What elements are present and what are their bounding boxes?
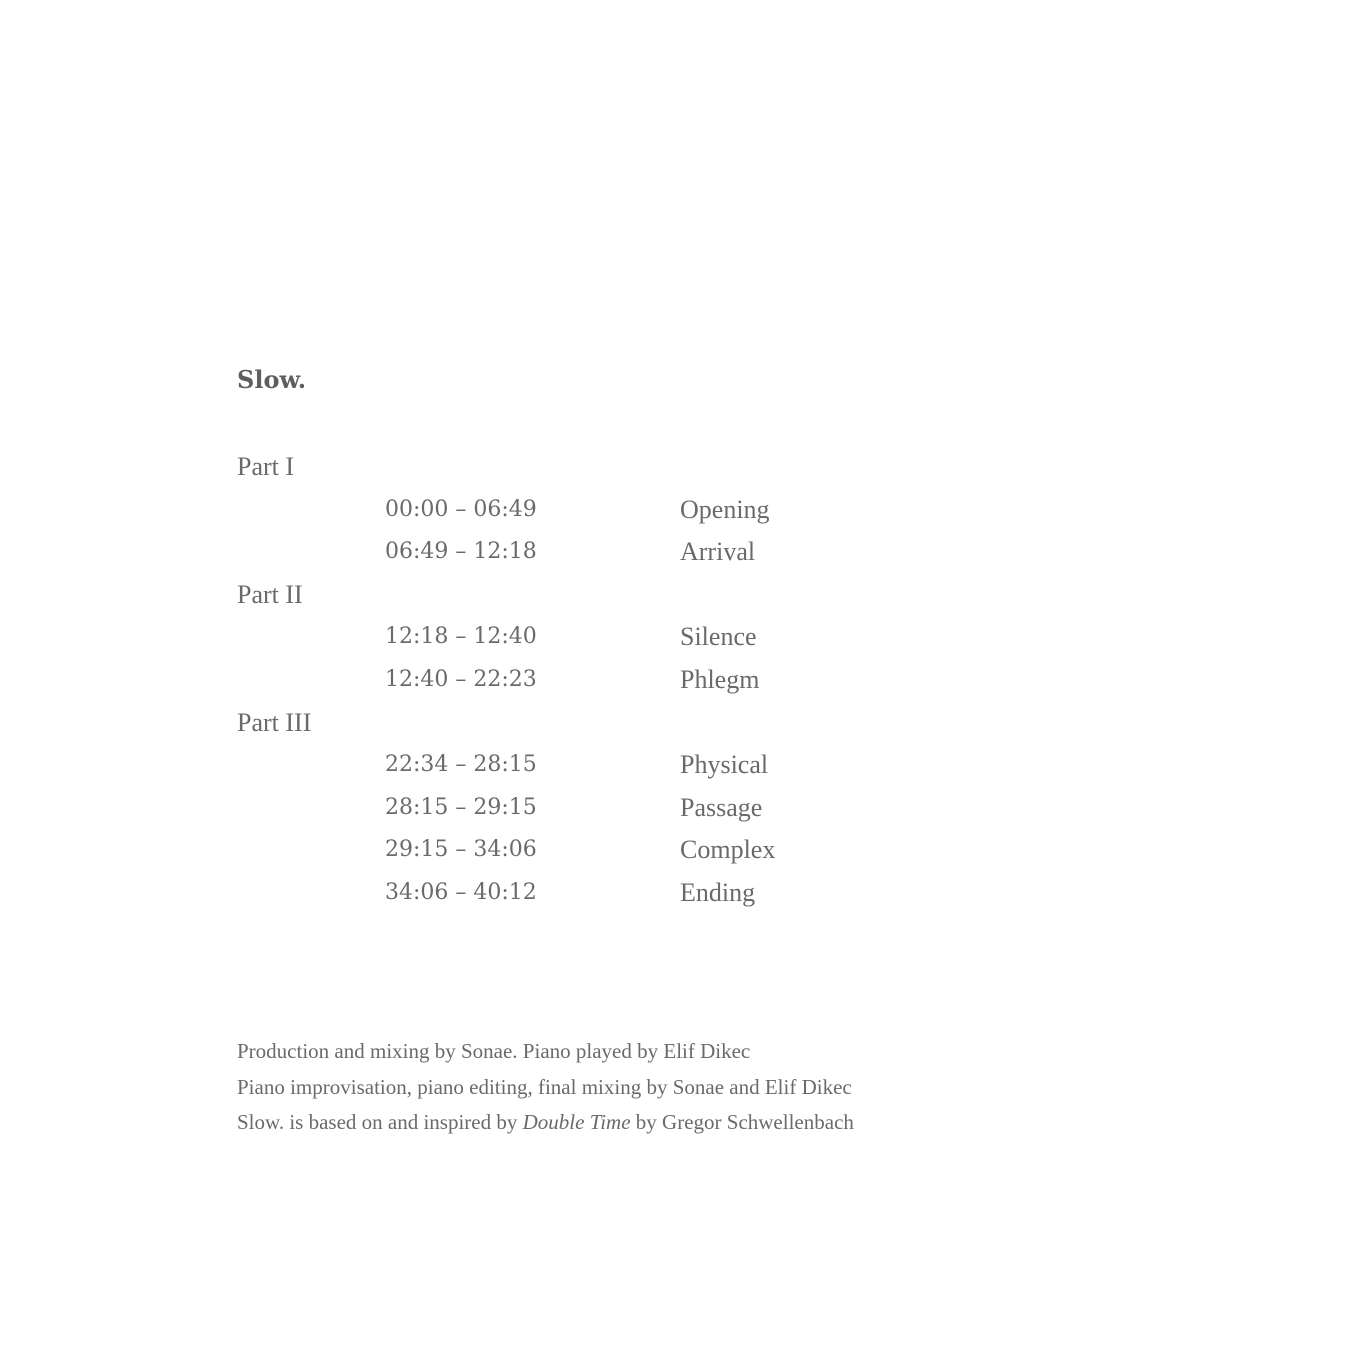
track-time: 28:15 – 29:15 — [385, 794, 537, 820]
credit-line-inspiration — [237, 1106, 854, 1142]
track-name: Phlegm — [680, 664, 760, 694]
track-time: 12:18 – 12:40 — [385, 624, 537, 650]
track-time: 29:15 – 34:06 — [385, 837, 537, 863]
part-heading — [237, 702, 937, 745]
track-name: Physical — [680, 750, 769, 780]
track-row — [237, 744, 937, 787]
track-time: 12:40 – 22:23 — [385, 666, 537, 692]
credit-inspiration-prefix: Slow. is based on and inspired by — [237, 1110, 523, 1134]
track-name: Silence — [680, 622, 757, 652]
track-name: Arrival — [680, 537, 756, 567]
track-time: 06:49 – 12:18 — [385, 539, 537, 565]
track-time: 00:00 – 06:49 — [385, 496, 537, 522]
track-row — [237, 531, 937, 574]
track-name: Opening — [680, 494, 770, 524]
track-row — [237, 659, 937, 702]
tracklist — [237, 446, 937, 915]
credit-line-improvisation: Piano improvisation, piano editing, final mixing by Sonae and Elif Dikec — [237, 1074, 852, 1099]
part-heading — [237, 446, 937, 489]
credits — [237, 1035, 854, 1142]
track-time: 22:34 – 28:15 — [385, 752, 537, 778]
track-row — [237, 872, 937, 915]
album-title: Slow. — [237, 365, 307, 394]
credit-line-production: Production and mixing by Sonae. Piano played by Elif Dikec — [237, 1039, 751, 1063]
track-name: Passage — [680, 792, 763, 822]
track-time: 34:06 – 40:12 — [385, 879, 537, 905]
track-row — [237, 787, 937, 830]
part-heading — [237, 574, 937, 617]
credit-inspiration-work: Double Time — [522, 1110, 631, 1134]
track-name: Ending — [680, 877, 756, 907]
credit-inspiration-suffix: by Gregor Schwellenbach — [630, 1110, 854, 1134]
track-name: Complex — [680, 835, 776, 865]
track-row — [237, 489, 937, 532]
part-label: Part III — [237, 707, 312, 737]
track-row — [237, 829, 937, 872]
part-label: Part II — [237, 579, 303, 609]
track-row — [237, 616, 937, 659]
part-label: Part I — [237, 452, 295, 481]
